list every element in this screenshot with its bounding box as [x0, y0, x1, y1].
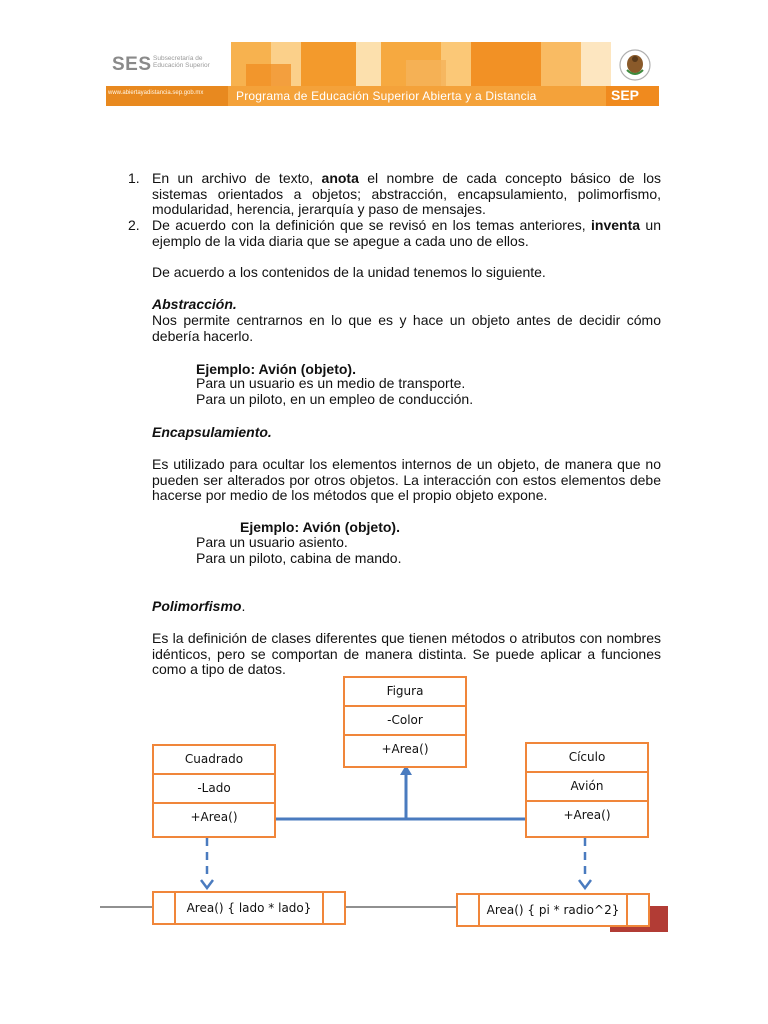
impl-label: Area() { pi * radio^2} — [486, 903, 620, 917]
sep-logo: SEP — [611, 87, 640, 103]
impl-box-circulo — [456, 893, 650, 927]
example-line: Para un usuario asiento. — [196, 534, 348, 550]
abstraccion-example-title: Ejemplo: Avión (objeto). — [196, 361, 356, 377]
example-line: Para un piloto, en un empleo de conducción. — [196, 391, 474, 407]
section-heading-encapsulamiento: Encapsulamiento. — [152, 424, 272, 440]
uml-class-cuadrado — [152, 744, 276, 838]
impl-box-cuadrado — [152, 891, 346, 925]
uml-class-circulo — [525, 742, 649, 838]
impl-label: Area() { lado * lado} — [186, 901, 312, 915]
encapsulamiento-body: Es utilizado para ocultar los elementos internos de un objeto, de manera que no pueden ser alterados por otros objetos. La interacción con estos elementos debe hacerse por medio de los métodos que el propio objeto expone. — [152, 456, 661, 503]
polimorfismo-body: Es la definición de clases diferentes que tienen métodos o atributos con nombres idénticos, pero se comportan de manera distinta. Se puede aplicar a funciones como a tipo de datos. — [152, 630, 661, 677]
uml-class-name: Cículo — [527, 744, 647, 773]
uml-method: +Area() — [563, 808, 611, 822]
encapsulamiento-example-title: Ejemplo: Avión (objeto). — [240, 519, 400, 535]
uml-class-name: Figura — [345, 678, 465, 707]
list-item: De acuerdo con la definición que se revisó en los temas anteriores, inventa un ejemplo de la vida diaria que se apegue a cada uno de ellos. — [152, 217, 661, 249]
example-line: Para un usuario es un medio de transporte. — [196, 375, 466, 391]
abstraccion-body: Nos permite centrarnos en lo que es y hace un objeto antes de decidir cómo debería hacerlo. — [152, 312, 661, 344]
list-number: 2. — [128, 217, 140, 233]
arrow-down-icon — [579, 880, 591, 888]
uml-attribute: -Lado — [154, 775, 274, 804]
program-title: Programa de Educación Superior Abierta y a Distancia — [236, 89, 537, 103]
ses-logo: SES — [112, 54, 152, 75]
list-item: En un archivo de texto, anota el nombre de cada concepto básico de los sistemas orientados a objetos; abstracción, encapsulamiento, polimorfismo, modularidad, herencia, jerarquía y paso de mensajes. — [152, 170, 661, 217]
uml-method: +Area() — [381, 742, 429, 756]
site-url: www.abiertayadistancia.sep.gob.mx — [108, 90, 204, 96]
section-heading-polimorfismo: Polimorfismo. — [152, 598, 246, 614]
example-line: Para un piloto, cabina de mando. — [196, 550, 402, 566]
list-number: 1. — [128, 170, 140, 186]
arrow-down-icon — [201, 880, 213, 888]
uml-method: +Area() — [190, 810, 238, 824]
uml-attribute: -Color — [345, 707, 465, 736]
intro-paragraph: De acuerdo a los contenidos de la unidad tenemos lo siguiente. — [152, 264, 546, 280]
section-heading-abstraccion: Abstracción. — [152, 296, 237, 312]
uml-class-name: Cuadrado — [154, 746, 274, 775]
uml-class-figura — [343, 676, 467, 768]
uml-attribute: Avión — [527, 773, 647, 802]
ses-logo-subtitle: Subsecretaría de Educación Superior — [153, 55, 210, 69]
